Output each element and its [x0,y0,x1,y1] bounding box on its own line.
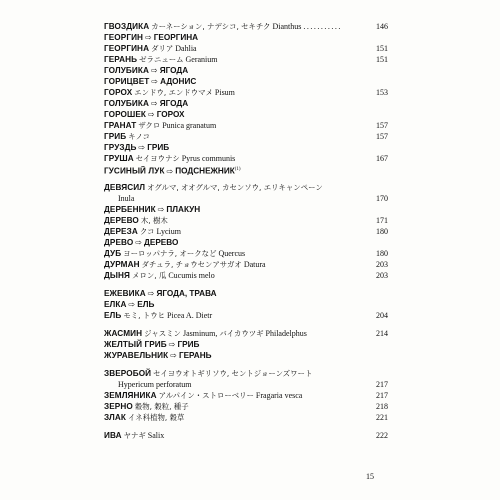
japanese-name: イネ科植物, 穀草 [127,413,185,422]
page-ref: 217 [376,380,388,389]
index-entry [104,65,388,76]
entry-line [104,164,388,175]
cross-reference: ЯГОДА [159,66,189,75]
latin-name: Datura [243,260,266,269]
entry-headword: ДРЕВО [104,238,134,247]
index-entry [104,215,388,226]
index-entry [104,142,388,153]
japanese-name: ダチュラ, チョウセンアサガオ [141,260,242,269]
entry-continuation [104,379,388,390]
japanese-name: ジャスミン [144,329,181,338]
see-arrow-icon: ⇨ [147,289,155,298]
japanese-name: 木, 樹木 [140,216,168,225]
latin-name: Salix [147,431,165,440]
entry-line [104,142,388,153]
see-arrow-icon: ⇨ [148,110,155,119]
latin-name: Lycium [156,227,181,236]
japanese-name: ゼラニューム [139,55,184,64]
see-arrow-icon: ⇨ [168,340,176,349]
japanese-name: カーネーション, ナデシコ, セキチク [151,22,271,31]
index-entry [104,412,388,423]
leader-dots: ........... [303,22,342,31]
entry-headword: ГОРОШЕК [104,110,147,119]
entry-headword: ЗЕРНО [104,402,133,411]
entry-headword: ДУРМАН [104,260,140,269]
entry-headword: ЕЛКА [104,300,127,309]
index-entry [104,270,388,281]
japanese-name: メロン, 瓜 [132,271,167,280]
see-arrow-icon: ⇨ [138,143,146,152]
cross-reference: ПЛАКУН [166,205,201,214]
latin-name: Pyrus communis [181,154,236,163]
see-arrow-icon: ⇨ [135,238,143,247]
entry-line [104,299,388,310]
page-ref: 151 [376,44,388,53]
page-ref: 151 [376,55,388,64]
japanese-name: 穀物, 穀粒, 種子 [134,402,189,411]
index-list [104,21,388,441]
entry-headword: ЗЛАК [104,413,126,422]
entry-line [104,259,388,270]
entry-line [104,310,388,321]
latin-name: Pisum [214,88,235,97]
entry-headword: ЖАСМИН [104,329,143,338]
entry-line [104,21,388,32]
index-entry [104,109,388,120]
page-ref: 180 [376,249,388,258]
page-ref: 222 [376,431,388,440]
index-entry [104,350,388,361]
index-entry [104,98,388,109]
entry-headword: ЖЕЛТЫЙ ГРИБ [104,340,167,349]
page-ref: 204 [376,311,388,320]
page-ref: 221 [376,413,388,422]
latin-name: Cucumis melo [168,271,215,280]
see-arrow-icon: ⇨ [157,205,165,214]
page-number: 15 [366,472,374,481]
entry-line [104,109,388,120]
entry-headword: ГОЛУБИКА [104,99,150,108]
entry-line [104,226,388,237]
page-ref: 157 [376,121,388,130]
entry-line [104,368,388,379]
japanese-name: セイヨウオトギリソウ, セントジョーンズワート [153,369,313,378]
entry-line [104,76,388,87]
page-ref: 167 [376,154,388,163]
entry-line [104,412,388,423]
see-arrow-icon: ⇨ [145,33,152,42]
entry-line [104,339,388,350]
index-entry [104,368,388,390]
index-entry [104,43,388,54]
entry-line [104,54,388,65]
entry-headword: ЗЕМЛЯНИКА [104,391,157,400]
entry-line [104,430,388,441]
page-ref: 146 [376,22,388,31]
cross-reference: ГЕРАНЬ [178,351,212,360]
latin-name: Punica granatum [162,121,217,130]
see-arrow-icon: ⇨ [151,77,159,86]
index-entry [104,259,388,270]
entry-line [104,87,388,98]
latin-name-2: Philadelphus [265,329,307,338]
entry-headword: ДЫНЯ [104,271,131,280]
entry-line [104,215,388,226]
entry-headword: ДЕРЕВО [104,216,139,225]
index-entry [104,164,388,175]
see-arrow-icon: ⇨ [170,351,177,360]
index-entry [104,339,388,350]
index-entry [104,76,388,87]
cross-reference: ЯГОДА, ТРАВА [156,289,217,298]
page-ref: 217 [376,391,388,400]
entry-headword: ЖУРАВЕЛЬНИК [104,351,169,360]
index-entry [104,299,388,310]
page-ref: 218 [376,402,388,411]
page-ref: 171 [376,216,388,225]
page-ref: 170 [376,194,388,203]
index-entry [104,120,388,131]
japanese-name: ザクロ [138,121,161,130]
japanese-name: セイヨウナシ [135,154,180,163]
entry-line [104,204,388,215]
index-entry [104,182,388,204]
entry-headword: ГРАНАТ [104,121,137,130]
entry-line [104,390,388,401]
entry-line [104,270,388,281]
page-ref: 203 [376,260,388,269]
entry-headword: ГВОЗДИКА [104,22,150,31]
entry-line [104,288,388,299]
index-entry [104,153,388,164]
entry-line [104,401,388,412]
cross-reference: ЯГОДА [159,99,189,108]
index-entry [104,237,388,248]
entry-headword: ЕЛЬ [104,311,122,320]
entry-headword: ГОЛУБИКА [104,66,150,75]
cross-reference: АДОНИС [160,77,197,86]
entry-headword: ГЕОРГИНА [104,44,150,53]
japanese-name: アルパイン・ストローベリー [158,391,254,400]
index-entry [104,21,388,32]
entry-headword: ГЕОРГИН [104,33,144,42]
index-entry [104,430,388,441]
index-entry [104,310,388,321]
cross-reference: ГРИБ [147,143,170,152]
entry-line [104,32,388,43]
index-entry [104,401,388,412]
entry-headword: ГРУЗДЬ [104,143,137,152]
index-entry [104,54,388,65]
page-ref: 157 [376,132,388,141]
latin-name: Inula [118,194,135,203]
cross-reference: ГОРОХ [156,110,185,119]
index-entry [104,131,388,142]
latin-name: Hypericum perforatum [118,380,192,389]
entry-headword: ДЕРБЕННИК [104,205,156,214]
entry-headword: ГОРОХ [104,88,133,97]
japanese-name-2: バイカウツギ [219,329,264,338]
japanese-name: モミ, トウヒ [123,311,166,320]
page-ref: 153 [376,88,388,97]
latin-name: Picea A. Dietr [167,311,213,320]
see-arrow-icon: ⇨ [166,166,174,176]
index-entry [104,288,388,299]
entry-headword: ГРУША [104,154,134,163]
japanese-name: オグルマ, オオグルマ, カセンソウ, エリキャンペーン [147,183,323,192]
cross-reference: ДЕРЕВО [144,238,179,247]
latin-name: Geranium [185,55,218,64]
cross-reference: ЕЛЬ [137,300,155,309]
page-ref: 214 [376,329,388,338]
index-entry [104,204,388,215]
index-entry [104,390,388,401]
entry-headword: ЗВЕРОБОЙ [104,369,152,378]
entry-line [104,43,388,54]
entry-headword: ДЕРЕЗА [104,227,138,236]
entry-headword: ДУБ [104,249,122,258]
index-entry [104,328,388,339]
japanese-name: エンドウ, エンドウマメ [134,88,213,97]
japanese-name: ダリア [151,44,174,53]
index-entry [104,32,388,43]
entry-line [104,65,388,76]
latin-name: Dahlia [175,44,197,53]
entry-line [104,98,388,109]
index-entry [104,226,388,237]
entry-line [104,350,388,361]
japanese-name: ヨーロッパナラ, オークなど [123,249,217,258]
index-entry [104,87,388,98]
cross-reference: ГЕОРГИНА [153,33,199,42]
entry-line [104,182,388,193]
index-entry [104,248,388,259]
see-arrow-icon: ⇨ [151,66,158,75]
entry-continuation [104,193,388,204]
entry-headword: ЕЖЕВИКА [104,289,146,298]
cross-reference: ГРИБ [177,340,200,349]
see-arrow-icon: ⇨ [151,99,158,108]
entry-line [104,153,388,164]
entry-line [104,248,388,259]
entry-headword: ИВА [104,431,122,440]
page-ref: 180 [376,227,388,236]
footnote-marker: (1) [234,167,241,172]
entry-headword: ГУСИНЫЙ ЛУК [104,166,165,176]
latin-name: Jasminum, [182,329,218,338]
page-ref: 203 [376,271,388,280]
entry-headword: ГЕРАНЬ [104,55,138,64]
latin-name: Dianthus [272,22,302,31]
entry-line [104,237,388,248]
entry-headword: ГОРИЦВЕТ [104,77,150,86]
cross-reference: ПОДСНЕЖНИК [175,166,235,176]
entry-line [104,131,388,142]
japanese-name: キノコ [128,132,150,141]
see-arrow-icon: ⇨ [128,300,136,309]
entry-headword: ДЕВЯСИЛ [104,183,146,192]
latin-name: Fragaria vesca [255,391,303,400]
japanese-name: ヤナギ [123,431,146,440]
latin-name: Quercus [218,249,246,258]
japanese-name: クコ [139,227,155,236]
entry-headword: ГРИБ [104,132,127,141]
entry-line [104,120,388,131]
entry-line [104,328,388,339]
